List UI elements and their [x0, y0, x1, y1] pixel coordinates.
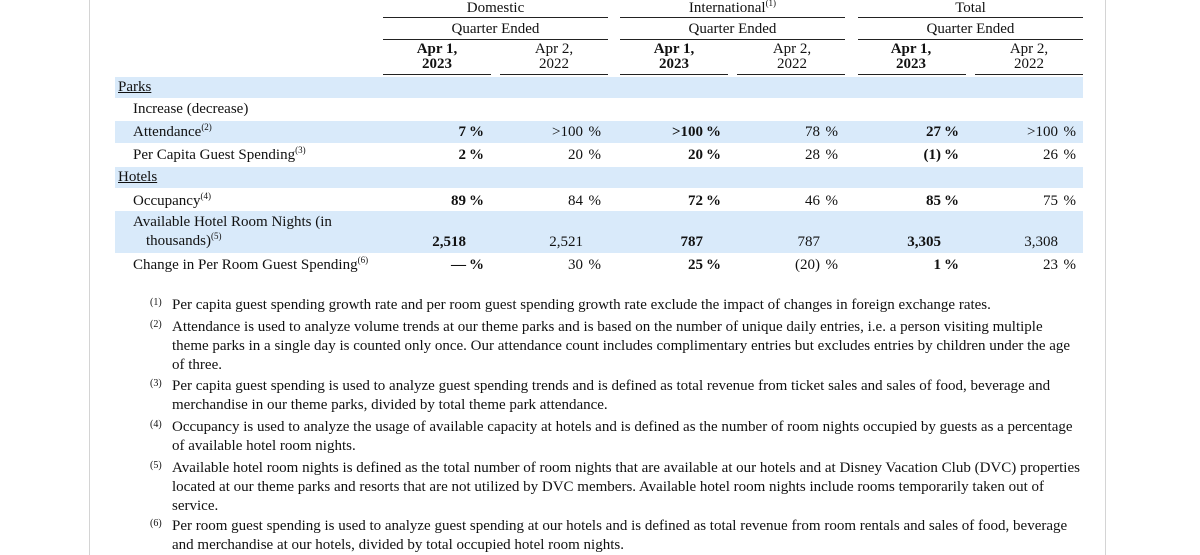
- footnote-ref: (6): [357, 255, 369, 265]
- group-rule: [383, 39, 608, 40]
- table-cell: 787: [797, 234, 820, 250]
- table-cell: 84 %: [568, 193, 601, 209]
- footnote-text: Available hotel room nights is defined as the total number of room nights that are available at our hotels and at Disney Vacation Club (DVC) properties located at our theme parks and resorts that are not utilized by DVC members. Available hotel room nights include rooms temporarily taken out of service.: [172, 460, 1080, 514]
- footnote: [150, 377, 1080, 415]
- footnote-mark: (6): [150, 518, 162, 529]
- table-cell: 89 %: [451, 193, 484, 209]
- table-cell: 72 %: [688, 193, 721, 209]
- column-rule: [383, 74, 491, 75]
- footnote-text: Per room guest spending is used to analyze guest spending at our hotels and is defined as total revenue from room rentals and sales of food, beverage and merchandise at our hotels, divided by total occupied hotel room nights.: [172, 518, 1068, 553]
- table-cell: 2,518: [432, 234, 466, 250]
- column-header: Apr 1, 2023: [653, 41, 695, 72]
- footnote-text: Occupancy is used to analyze the usage of available capacity at hotels and is defined as the number of room nights occupied by guests as a percentage of available hotel room nights.: [172, 419, 1073, 454]
- column-rule: [737, 74, 845, 75]
- footnote-ref: (5): [211, 231, 222, 241]
- row-label-per-capita: Per Capita Guest Spending$^{(3)}$: [133, 145, 306, 163]
- group-rule: [383, 17, 608, 18]
- group-subtitle: Quarter Ended: [451, 21, 540, 37]
- group-header-international: [620, 0, 845, 40]
- row-label-occupancy: Occupancy$^{(4)}$: [133, 191, 211, 209]
- table-cell: 3,305: [907, 234, 941, 250]
- table-cell: 7 %: [458, 124, 484, 140]
- group-name: Domestic: [466, 0, 525, 16]
- footnote-ref: (2): [201, 122, 212, 132]
- group-rule: [858, 39, 1083, 40]
- footnote-mark: (4): [150, 419, 162, 430]
- footnote-mark: (2): [150, 319, 162, 330]
- column-header: Apr 1, 2023: [890, 41, 932, 72]
- footnote: [150, 459, 1080, 516]
- table-cell: 30 %: [568, 257, 601, 273]
- page-border-left: [89, 0, 90, 555]
- footnote-mark: (5): [150, 460, 162, 471]
- footnote: [150, 418, 1080, 456]
- group-header-domestic: [383, 0, 608, 40]
- section-title-hotels: Hotels: [118, 169, 158, 185]
- table-cell: 1 %: [933, 257, 959, 273]
- page-border-right: [1105, 0, 1106, 555]
- footnote-ref: (4): [200, 191, 211, 201]
- table-cell: >100 %: [671, 124, 721, 140]
- row-label-room-nights: Available Hotel Room Nights (in thousands)$^{(5)}$: [133, 214, 332, 249]
- section-title-parks: Parks: [118, 79, 152, 95]
- footnote-mark: (1): [150, 297, 162, 308]
- table-cell: — %: [451, 257, 484, 273]
- table-cell: 46 %: [805, 193, 838, 209]
- table-cell: 28 %: [805, 147, 838, 163]
- column-rule: [620, 74, 728, 75]
- table-cell: 78 %: [805, 124, 838, 140]
- group-footnote-mark: (1): [765, 0, 777, 8]
- footnote-text: Attendance is used to analyze volume trends at our theme parks and is based on the number of unique daily entries, i.e. a person visiting multiple theme parks in a single day is counted only once. Our attendance count includes complimentary entries but excludes entries by children under the age of three.: [172, 319, 1071, 373]
- table-cell: 787: [680, 234, 703, 250]
- table-cell: 26 %: [1043, 147, 1076, 163]
- column-rule: [858, 74, 966, 75]
- table-cell: 2,521: [549, 234, 583, 250]
- footnote: [150, 517, 1080, 555]
- row-band: [115, 77, 1083, 98]
- column-rule: [975, 74, 1083, 75]
- group-name: Total: [955, 0, 986, 16]
- group-name: International: [688, 0, 766, 16]
- group-subtitle: Quarter Ended: [926, 21, 1015, 37]
- group-rule: [620, 39, 845, 40]
- table-cell: (20) %: [795, 257, 838, 273]
- column-header: Apr 1, 2023: [416, 41, 458, 72]
- group-subtitle: Quarter Ended: [688, 21, 777, 37]
- column-header: Apr 2, 2022: [772, 41, 812, 72]
- table-cell: 20 %: [688, 147, 721, 163]
- table-cell: 27 %: [926, 124, 959, 140]
- footnote-ref: (3): [295, 145, 306, 155]
- footnote-text: Per capita guest spending growth rate and per room guest spending growth rate exclude the impact of changes in foreign exchange rates.: [172, 297, 991, 313]
- column-header: Apr 2, 2022: [1009, 41, 1049, 72]
- row-band: [115, 167, 1083, 188]
- table-cell: 23 %: [1043, 257, 1076, 273]
- table-cell: 85 %: [926, 193, 959, 209]
- group-rule: [858, 17, 1083, 18]
- footnote: [150, 296, 1080, 315]
- group-rule: [620, 17, 845, 18]
- row-label-attendance: Attendance$^{(2)}$: [133, 122, 212, 140]
- column-header: Apr 2, 2022: [534, 41, 574, 72]
- table-cell: >100 %: [552, 124, 601, 140]
- footnote-text: Per capita guest spending is used to analyze guest spending trends and is defined as total revenue from ticket sales and sales of food, beverage and merchandise in our theme parks, divided by total theme park attendance.: [172, 378, 1051, 413]
- table-cell: 20 %: [568, 147, 601, 163]
- table-cell: >100 %: [1027, 124, 1076, 140]
- table-cell: (1) %: [923, 147, 959, 163]
- column-rule: [500, 74, 608, 75]
- row-label-per-room: Change in Per Room Guest Spending$^{(6)}$: [133, 255, 369, 273]
- table-cell: 25 %: [688, 257, 721, 273]
- table-cell: 3,308: [1024, 234, 1058, 250]
- subsection-label: Increase (decrease): [133, 101, 249, 117]
- footnote-mark: (3): [150, 378, 162, 389]
- footnote: [150, 318, 1080, 375]
- table-cell: 2 %: [458, 147, 484, 163]
- group-header-total: [858, 0, 1083, 40]
- table-cell: 75 %: [1043, 193, 1076, 209]
